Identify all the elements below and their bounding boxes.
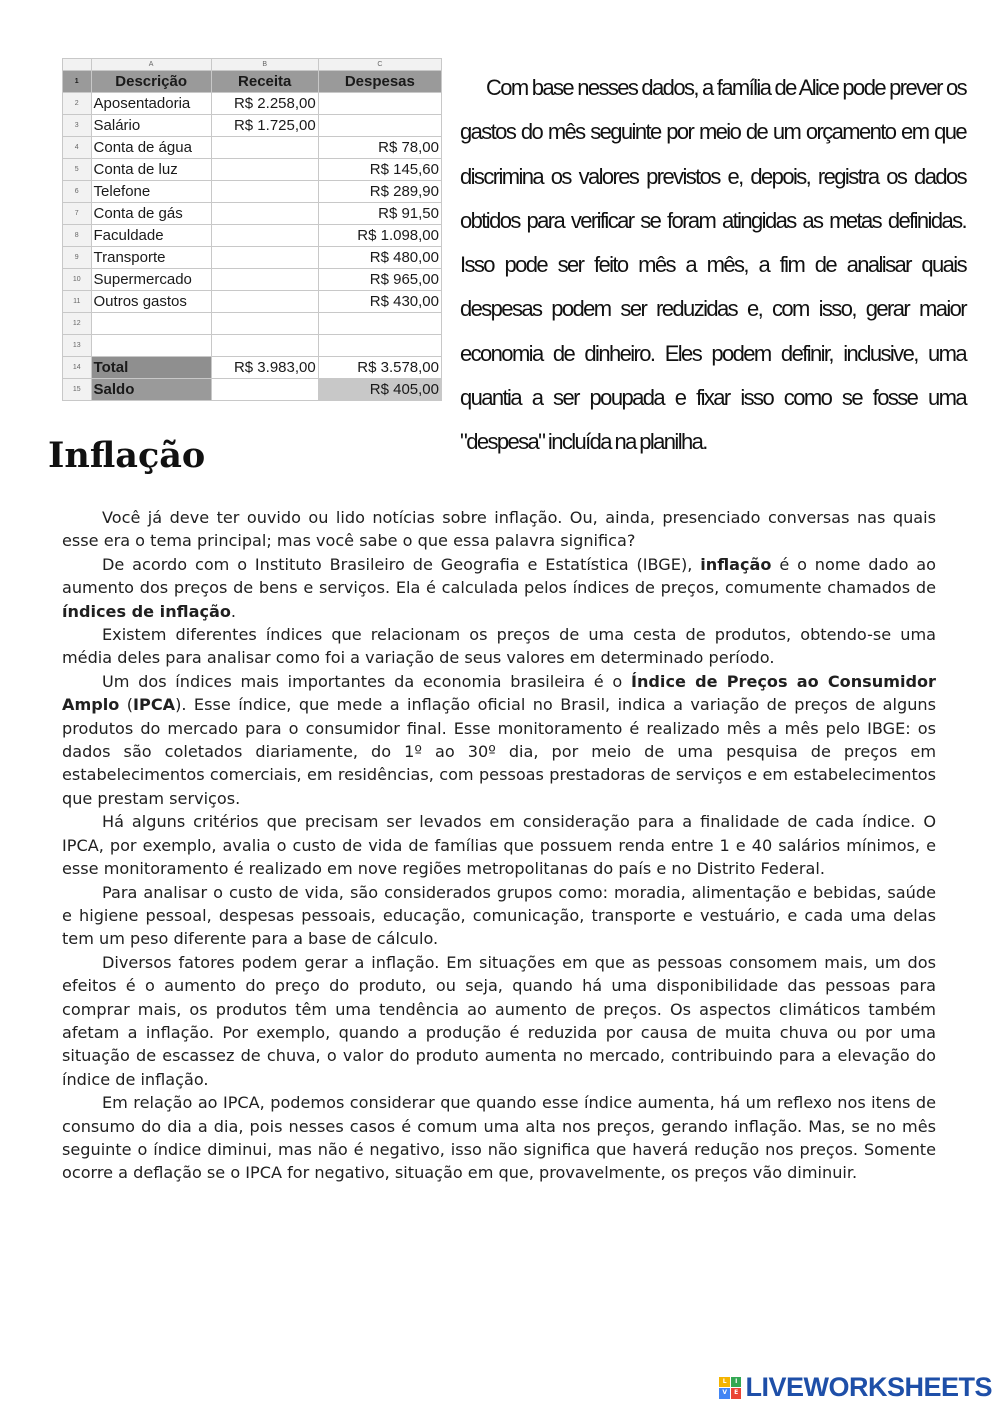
cell-receita: R$ 2.258,00 (211, 93, 318, 115)
logo-tile: I (731, 1377, 742, 1388)
row-number: 8 (63, 225, 92, 247)
cell-descricao (91, 335, 211, 357)
logo-tile: E (731, 1388, 742, 1399)
column-letter: C (318, 59, 441, 71)
budget-spreadsheet (62, 58, 442, 401)
bold-term: IPCA (133, 695, 176, 715)
saldo-receita (211, 379, 318, 401)
cell-receita (211, 291, 318, 313)
article-body (62, 506, 936, 1185)
text-run: De acordo com o Instituto Brasileiro de Geografia e Estatística (IBGE), (102, 554, 701, 574)
cell-receita: R$ 1.725,00 (211, 115, 318, 137)
row-number: 14 (63, 357, 92, 379)
cell-descricao: Conta de luz (91, 159, 211, 181)
cell-despesa: R$ 430,00 (318, 291, 441, 313)
cell-descricao: Salário (91, 115, 211, 137)
row-number: 15 (63, 379, 92, 401)
total-label: Total (91, 357, 211, 379)
cell-receita (211, 159, 318, 181)
paragraph: Há alguns critérios que precisam ser levados em consideração para a finalidade de cada índice. O IPCA, por exemplo, avalia o custo de vida de famílias que possuem renda entre 1 e 40 salários mínimos, e esse monitoramento é realizado em nove regiões metropolitanas do país e no Distrito Federal. (62, 812, 936, 879)
liveworksheets-footer (719, 1372, 992, 1403)
column-letter: B (211, 59, 318, 71)
cell-despesa (318, 313, 441, 335)
cell-receita (211, 335, 318, 357)
table-header-row (63, 71, 442, 93)
table-row (63, 225, 442, 247)
corner-cell (63, 59, 92, 71)
paragraph: Existem diferentes índices que relacionam os preços de uma cesta de produtos, obtendo-se uma média deles para analisar como foi a variação de seus valores em determinado período. (62, 625, 936, 668)
row-number: 7 (63, 203, 92, 225)
cell-descricao: Conta de água (91, 137, 211, 159)
table-row (63, 159, 442, 181)
cell-descricao: Supermercado (91, 269, 211, 291)
cell-despesa (318, 93, 441, 115)
cell-despesa: R$ 145,60 (318, 159, 441, 181)
bold-term: índices de inflação (62, 601, 231, 621)
text-run: Um dos índices mais importantes da economia brasileira é o (102, 671, 631, 691)
bold-term: Índice de Preços ao Consumidor Amplo (62, 671, 936, 715)
text-run: ). Esse índice, que mede a inflação oficial no Brasil, indica a variação de preços de alguns produtos do mercado para o consumidor final. Esse monitoramento é realizado mês a mês pelo IBGE: os dados são coletados diariamente, do 1º ao 30º dia, por meio de uma pesquisa de preços em estabelecimentos comerciais, em residências, com pessoas prestadoras de serviços e em estabelecimentos que prestam serviços. (62, 695, 936, 808)
table-row (63, 313, 442, 335)
row-number: 10 (63, 269, 92, 291)
cell-despesa: R$ 78,00 (318, 137, 441, 159)
row-number: 11 (63, 291, 92, 313)
paragraph: Para analisar o custo de vida, são considerados grupos como: moradia, alimentação e bebidas, saúde e higiene pessoal, despesas pessoais, educação, comunicação, transporte e vestuário, e cada uma delas tem um peso diferente para a base de cálculo. (62, 882, 936, 949)
table-row (63, 93, 442, 115)
paragraph: Você já deve ter ouvido ou lido notícias sobre inflação. Ou, ainda, presenciado conversas nas quais esse era o tema principal; mas você sabe o que essa palavra significa? (62, 508, 936, 551)
text-run: é o nome dado ao aumento dos preços de bens e serviços. Ela é calculada pelos índices de preços, comumente chamados de (62, 554, 936, 598)
cell-receita (211, 181, 318, 203)
cell-descricao: Conta de gás (91, 203, 211, 225)
cell-despesa: R$ 91,50 (318, 203, 441, 225)
total-despesa: R$ 3.578,00 (318, 357, 441, 379)
table-row (63, 137, 442, 159)
row-number: 6 (63, 181, 92, 203)
row-number: 5 (63, 159, 92, 181)
logo-tile: V (719, 1388, 730, 1399)
budget-explanation-text: Com base nesses dados, a família de Alice pode prever os gastos do mês seguinte por meio de um orçamento em que discrimina os valores previstos e, depois, registra os dados obtidos para verificar se foram atingidas as metas definidas. Isso pode ser feito mês a mês, a fim de analisar quais despesas podem ser reduzidas e, com isso, gerar maior economia de dinheiro. Eles podem definir, inclusive, uma quantia a ser poupada e fixar isso como se fosse uma "despesa" incluída na planilha. (460, 75, 966, 455)
column-letters-row (63, 59, 442, 71)
saldo-despesa: R$ 405,00 (318, 379, 441, 401)
row-number: 9 (63, 247, 92, 269)
text-run: ( (119, 695, 134, 715)
cell-despesa: R$ 965,00 (318, 269, 441, 291)
cell-receita (211, 313, 318, 335)
row-number: 12 (63, 313, 92, 335)
cell-receita (211, 269, 318, 291)
table-row (63, 291, 442, 313)
table-row (63, 335, 442, 357)
total-row (63, 357, 442, 379)
cell-descricao: Telefone (91, 181, 211, 203)
logo-tile: L (719, 1377, 730, 1388)
saldo-label: Saldo (91, 379, 211, 401)
cell-descricao (91, 313, 211, 335)
table-row (63, 203, 442, 225)
cell-receita (211, 203, 318, 225)
header-descricao: Descrição (91, 71, 211, 93)
header-despesas: Despesas (318, 71, 441, 93)
table-row (63, 115, 442, 137)
cell-despesa: R$ 480,00 (318, 247, 441, 269)
section-title: Inflação (48, 435, 206, 476)
cell-receita (211, 247, 318, 269)
row-number: 1 (63, 71, 92, 93)
cell-descricao: Outros gastos (91, 291, 211, 313)
budget-table (62, 58, 442, 401)
cell-descricao: Transporte (91, 247, 211, 269)
row-number: 4 (63, 137, 92, 159)
bold-term: inflação (700, 554, 772, 574)
cell-despesa: R$ 1.098,00 (318, 225, 441, 247)
cell-despesa (318, 335, 441, 357)
paragraph: Diversos fatores podem gerar a inflação. Em situações em que as pessoas consomem mais, um dos efeitos é o aumento do preço do produto, ou seja, quando há uma disponibilidade das pessoas para comprar mais, os produtos têm uma tendência ao aumento de preços. Os aspectos climáticos também afetam a inflação. Por exemplo, quando a produção é reduzida por causa de muita chuva ou por uma situação de escassez de chuva, o valor do produto aumenta no mercado, contribuindo para a elevação do índice de inflação. (62, 952, 936, 1089)
table-row (63, 181, 442, 203)
saldo-row (63, 379, 442, 401)
paragraph (62, 670, 936, 810)
table-row (63, 247, 442, 269)
table-row (63, 269, 442, 291)
row-number: 13 (63, 335, 92, 357)
paragraph: Em relação ao IPCA, podemos considerar que quando esse índice aumenta, há um reflexo nos itens de consumo do dia a dia, pois nesses casos é comum uma alta nos preços, gerando inflação. Mas, se no mês seguinte o índice diminui, mas não é negativo, isso não significa que haverá redução nos preços. Somente ocorre a deflação se o IPCA for negativo, situação em que, provavelmente, os preços vão diminuir. (62, 1093, 936, 1183)
liveworksheets-brand: LIVEWORKSHEETS (745, 1372, 992, 1402)
row-number: 2 (63, 93, 92, 115)
text-run: . (230, 601, 237, 621)
cell-receita (211, 137, 318, 159)
paragraph (62, 553, 936, 623)
liveworksheets-logo-icon (719, 1377, 741, 1399)
header-receita: Receita (211, 71, 318, 93)
row-number: 3 (63, 115, 92, 137)
column-letter: A (91, 59, 211, 71)
cell-despesa (318, 115, 441, 137)
cell-despesa: R$ 289,90 (318, 181, 441, 203)
cell-descricao: Aposentadoria (91, 93, 211, 115)
cell-receita (211, 225, 318, 247)
cell-descricao: Faculdade (91, 225, 211, 247)
total-receita: R$ 3.983,00 (211, 357, 318, 379)
